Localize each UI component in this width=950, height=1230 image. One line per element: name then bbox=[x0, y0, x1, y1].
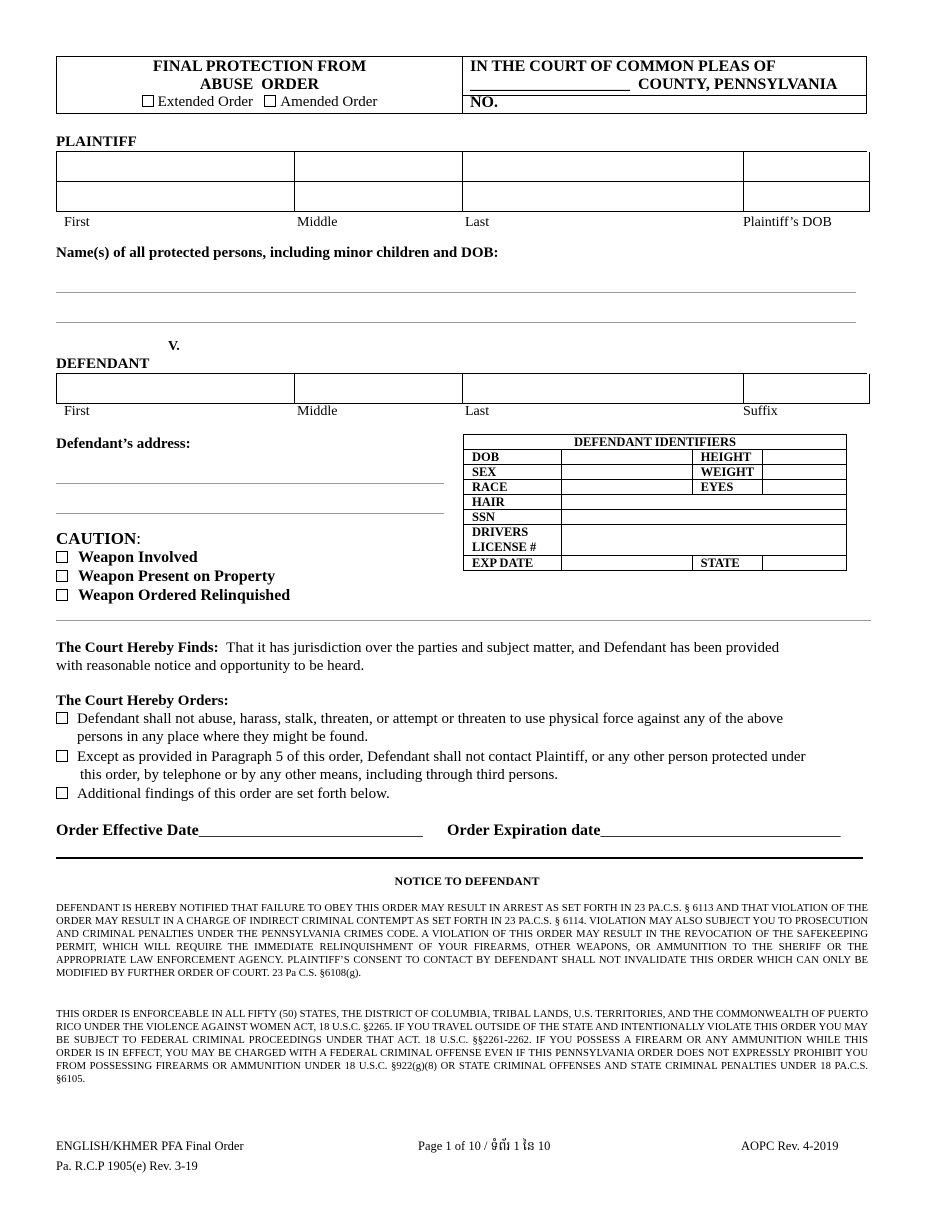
order-type-options bbox=[57, 94, 462, 111]
race-label: RACE bbox=[464, 480, 562, 495]
footer-rule-ref: Pa. R.C.P 1905(e) Rev. 3-19 bbox=[56, 1159, 198, 1173]
order-item-3-text: Additional findings of this order are set forth below. bbox=[77, 786, 390, 802]
expiration-date-row bbox=[447, 822, 840, 840]
plaintiff-last-1[interactable] bbox=[463, 152, 744, 182]
weapon-involved-checkbox[interactable] bbox=[56, 551, 68, 563]
plaintiff-last-2[interactable] bbox=[463, 182, 744, 212]
amended-order-label: Amended Order bbox=[280, 94, 378, 110]
defendant-identifiers-table bbox=[463, 434, 847, 571]
order-item-1 bbox=[56, 710, 783, 728]
defendant-middle[interactable] bbox=[295, 374, 463, 404]
defendant-suffix-label: Suffix bbox=[743, 404, 778, 419]
extended-order-label: Extended Order bbox=[157, 94, 254, 110]
weight-label: WEIGHT bbox=[692, 465, 763, 480]
defendant-address-line-1[interactable] bbox=[56, 483, 444, 484]
plaintiff-first-1[interactable] bbox=[57, 152, 295, 182]
defendant-first[interactable] bbox=[57, 374, 295, 404]
hair-field[interactable] bbox=[561, 495, 846, 510]
plaintiff-dob-label: Plaintiff’s DOB bbox=[743, 215, 832, 230]
plaintiff-last-label: Last bbox=[465, 215, 490, 230]
expiration-date-label: Order Expiration date bbox=[447, 822, 601, 839]
drivers-license-label bbox=[464, 525, 562, 556]
eyes-label: EYES bbox=[692, 480, 763, 495]
findings-line1 bbox=[56, 639, 779, 657]
defendant-address-line-2[interactable] bbox=[56, 513, 444, 514]
caution-weapon-present bbox=[56, 568, 275, 586]
defendant-last[interactable] bbox=[463, 374, 744, 404]
findings-text1: That it has jurisdiction over the parties and subject matter, and Defendant has been provided bbox=[226, 640, 780, 656]
extended-order-checkbox[interactable] bbox=[142, 95, 154, 107]
docket-number-label: NO. bbox=[470, 94, 498, 111]
order-item-2 bbox=[56, 748, 805, 766]
order-item-1-checkbox[interactable] bbox=[56, 712, 68, 724]
notice-paragraph-2: THIS ORDER IS ENFORCEABLE IN ALL FIFTY (50) STATES, THE DISTRICT OF COLUMBIA, TRIBAL LANDS, U.S. TERRITORIES, AND THE COMMONWEALTH OF PUERTO RICO UNDER THE VIOLENCE AGAINST WOMEN ACT, 18 U.S.C. §2265. IF YOU TRAVEL OUTSIDE OF THE STATE AND INTENTIONALLY VIOLATE THIS ORDER YOU MAY BE SUBJECT TO FEDERAL CRIMINAL PROCEEDINGS UNDER THAT ACT. 18 U.S.C. §§2261-2262. IF YOU POSSESS A FIREARM OR ANY AMMUNITION WHILE THIS ORDER IS IN EFFECT, YOU MAY BE CHARGED WITH A FEDERAL CRIMINAL OFFENSE EVEN IF THIS PENNSYLVANIA ORDER DOES NOT EXPRESSLY PROHIBIT YOU FROM POSSESSING FIREARMS OR AMMUNITION UNDER 18 U.S.C. §922(g)(8) OR STATE CRIMINAL OFFENSES AND STATE CRIMINAL PENALTIES UNDER 18 PA.C.S. §6105. bbox=[56, 1009, 868, 1085]
defendant-last-label: Last bbox=[465, 404, 490, 419]
drivers-line1: DRIVERS bbox=[472, 525, 529, 539]
defendant-middle-label: Middle bbox=[297, 404, 338, 419]
order-item-2-cont: this order, by telephone or by any other means, including through third persons. bbox=[80, 767, 559, 783]
section-divider bbox=[56, 620, 871, 621]
amended-order-checkbox[interactable] bbox=[264, 95, 276, 107]
orders-heading: The Court Hereby Orders: bbox=[56, 693, 229, 709]
notice-heading: NOTICE TO DEFENDANT bbox=[394, 874, 540, 888]
ssn-label: SSN bbox=[464, 510, 562, 525]
order-item-1-text: Defendant shall not abuse, harass, stalk, threaten, or attempt or threaten to use physical force against any of the above bbox=[77, 711, 784, 727]
effective-date-field[interactable]: ____________________________ bbox=[198, 822, 423, 839]
order-item-2-checkbox[interactable] bbox=[56, 750, 68, 762]
caution-heading bbox=[56, 529, 141, 549]
protected-persons-line-2[interactable] bbox=[56, 322, 856, 323]
height-label: HEIGHT bbox=[692, 450, 763, 465]
height-field[interactable] bbox=[763, 450, 847, 465]
versus-label: V. bbox=[168, 339, 180, 354]
weapon-relinquished-checkbox[interactable] bbox=[56, 589, 68, 601]
exp-date-label: EXP DATE bbox=[464, 556, 562, 571]
race-field[interactable] bbox=[561, 480, 692, 495]
sex-label: SEX bbox=[464, 465, 562, 480]
caution-word: CAUTION bbox=[56, 529, 137, 548]
header-divider bbox=[462, 57, 463, 113]
protected-persons-line-1[interactable] bbox=[56, 292, 856, 293]
order-title-line1: FINAL PROTECTION FROM bbox=[152, 58, 367, 75]
expiration-date-field[interactable]: ______________________________ bbox=[600, 822, 841, 839]
plaintiff-heading: PLAINTIFF bbox=[56, 134, 137, 150]
dob-label: DOB bbox=[464, 450, 562, 465]
footer-form-name: ENGLISH/KHMER PFA Final Order bbox=[56, 1139, 244, 1153]
plaintiff-dob-1[interactable] bbox=[744, 152, 870, 182]
footer-revision: AOPC Rev. 4-2019 bbox=[741, 1139, 839, 1153]
plaintiff-middle-1[interactable] bbox=[295, 152, 463, 182]
header-box bbox=[56, 56, 867, 114]
docket-underline bbox=[462, 95, 866, 96]
order-item-2-text: Except as provided in Paragraph 5 of this order, Defendant shall not contact Plaintiff, or any other person protected under bbox=[77, 749, 806, 765]
identifiers-title: DEFENDANT IDENTIFIERS bbox=[464, 435, 847, 450]
weapon-involved-label: Weapon Involved bbox=[78, 549, 198, 566]
defendant-suffix[interactable] bbox=[744, 374, 870, 404]
weapon-relinquished-label: Weapon Ordered Relinquished bbox=[78, 587, 291, 604]
findings-line2: with reasonable notice and opportunity to be heard. bbox=[56, 658, 365, 674]
weapon-present-label: Weapon Present on Property bbox=[78, 568, 276, 585]
protected-persons-label: Name(s) of all protected persons, including minor children and DOB: bbox=[56, 245, 499, 261]
court-line1: IN THE COURT OF COMMON PLEAS OF bbox=[470, 58, 776, 75]
caution-weapon-involved bbox=[56, 549, 198, 567]
ssn-field[interactable] bbox=[561, 510, 846, 525]
state-label: STATE bbox=[692, 556, 763, 571]
order-title-line2: ABUSE ORDER bbox=[199, 76, 320, 93]
state-field[interactable] bbox=[763, 556, 847, 571]
drivers-license-field[interactable] bbox=[561, 525, 846, 556]
defendant-address-label: Defendant’s address: bbox=[56, 436, 191, 452]
plaintiff-dob-2[interactable] bbox=[744, 182, 870, 212]
weapon-present-checkbox[interactable] bbox=[56, 570, 68, 582]
effective-date-label: Order Effective Date bbox=[56, 822, 199, 839]
notice-paragraph-1: DEFENDANT IS HEREBY NOTIFIED THAT FAILURE TO OBEY THIS ORDER MAY RESULT IN ARREST AS SET FORTH IN 23 PA.C.S. § 6113 AND THAT VIOLATION OF THE ORDER MAY RESULT IN A CHARGE OF INDIRECT CRIMINAL CONTEMPT AS SET FORTH IN 23 PA.C.S. § 6114. VIOLATION MAY ALSO SUBJECT YOU TO PROSECUTION AND CRIMINAL PENALTIES UNDER THE PENNSYLVANIA CRIMES CODE. A VIOLATION OF THIS ORDER MAY RESULT IN THE REVOCATION OF THE SAFEKEEPING PERMIT, WHICH WILL REQUIRE THE IMMEDIATE RELINQUISHMENT OF YOUR FIREARMS, OTHER WEAPONS, OR AMMUNITION TO THE SHERIFF OR THE APPROPRIATE LAW ENFORCEMENT AGENCY. PLAINTIFF’S CONSENT TO CONTACT BY DEFENDANT SHALL NOT INVALIDATE THIS ORDER WHICH CAN ONLY BE MODIFIED BY FURTHER ORDER OF COURT. 23 Pa C.S. §6108(g). bbox=[56, 903, 868, 979]
order-item-1-cont: persons in any place where they might be found. bbox=[77, 729, 369, 745]
plaintiff-name-grid bbox=[56, 151, 867, 212]
defendant-heading: DEFENDANT bbox=[56, 356, 150, 372]
findings-heading: The Court Hereby Finds: bbox=[56, 640, 219, 656]
dates-divider bbox=[56, 857, 863, 859]
order-item-3 bbox=[56, 785, 390, 803]
defendant-first-label: First bbox=[64, 404, 90, 419]
exp-date-field[interactable] bbox=[561, 556, 692, 571]
plaintiff-first-2[interactable] bbox=[57, 182, 295, 212]
eyes-field[interactable] bbox=[763, 480, 847, 495]
dob-field[interactable] bbox=[561, 450, 692, 465]
caution-colon: : bbox=[136, 529, 142, 548]
plaintiff-first-label: First bbox=[64, 215, 90, 230]
hair-label: HAIR bbox=[464, 495, 562, 510]
caution-weapon-relinquished bbox=[56, 587, 290, 605]
drivers-line2: LICENSE # bbox=[472, 540, 537, 554]
weight-field[interactable] bbox=[763, 465, 847, 480]
plaintiff-middle-2[interactable] bbox=[295, 182, 463, 212]
county-line[interactable]: ____________________ COUNTY, PENNSYLVANIA bbox=[470, 76, 838, 93]
effective-date-row bbox=[56, 822, 423, 840]
plaintiff-middle-label: Middle bbox=[297, 215, 338, 230]
order-item-3-checkbox[interactable] bbox=[56, 787, 68, 799]
sex-field[interactable] bbox=[561, 465, 692, 480]
footer-page-number: Page 1 of 10 / ទំព័រ 1 នៃ 10 bbox=[418, 1139, 551, 1153]
defendant-name-grid bbox=[56, 373, 867, 404]
